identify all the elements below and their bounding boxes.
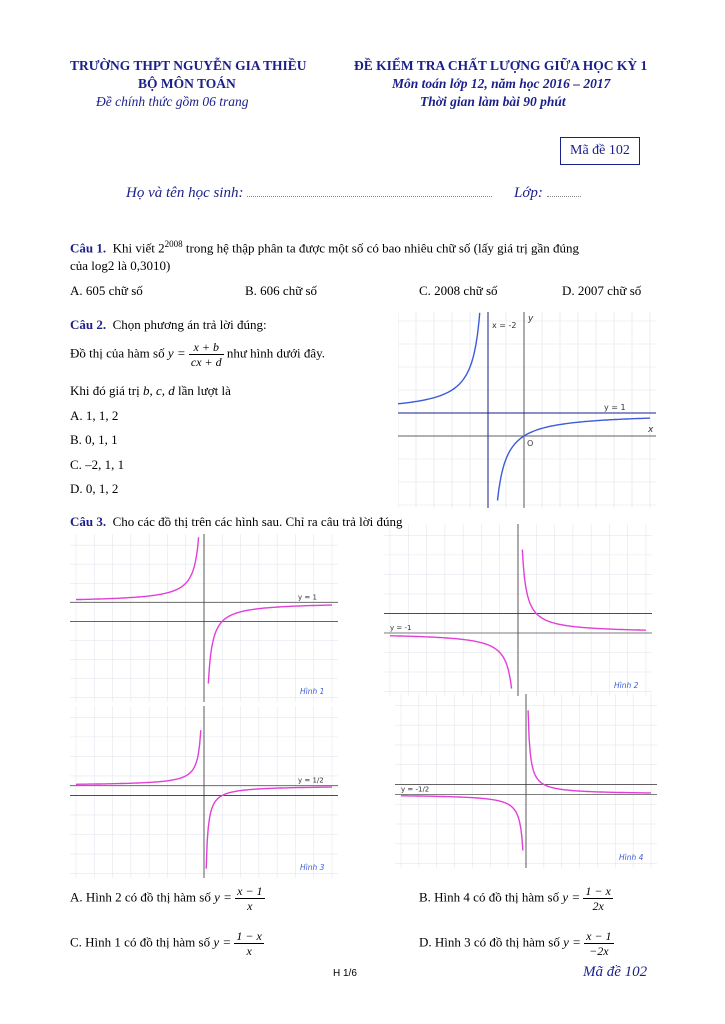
q3-option-d[interactable]	[419, 929, 614, 958]
q3-option-d-num: x − 1	[586, 929, 612, 943]
q2-vertical-asymptote-label: x = -2	[492, 321, 517, 330]
q2-y-axis-label: y	[528, 314, 534, 324]
figure-1-asymptote-label: y = 1	[298, 593, 317, 602]
q3-option-d-den: −2x	[589, 944, 609, 958]
q3-option-a-text: A. Hình 2 có đồ thị hàm số	[70, 889, 211, 905]
question-1-exponent: 2008	[164, 239, 183, 249]
q3-option-d-fraction	[584, 929, 613, 958]
question-2-graph-post: như hình dưới đây.	[226, 345, 326, 361]
q3-option-c-text: C. Hình 1 có đồ thị hàm số	[70, 934, 211, 950]
question-2-function-row	[70, 340, 325, 369]
q3-option-d-text: D. Hình 3 có đồ thị hàm số	[419, 934, 560, 950]
question-1-text-post: trong hệ thập phân ta được một số có bao nhiêu chữ số (lấy giá trị gần đúng	[182, 240, 580, 256]
q3-option-b-den: 2x	[592, 899, 604, 913]
exam-title: ĐỀ KIỂM TRA CHẤT LƯỢNG GIỮA HỌC KỲ 1	[354, 58, 648, 73]
figure-4	[395, 694, 657, 868]
student-name-row	[126, 185, 581, 202]
q1-option-c[interactable]: C. 2008 chữ số	[419, 283, 498, 298]
q3-option-b-num: 1 − x	[585, 884, 611, 898]
q3-option-a-y: y =	[214, 889, 232, 905]
figure-2-asymptote-label: y = -1	[390, 623, 412, 632]
figure-2	[384, 524, 652, 696]
school-name: TRƯỜNG THPT NGUYỄN GIA THIỀU	[70, 58, 307, 73]
question-2-numerator: x + b	[189, 340, 224, 355]
question-2-label: Câu 2.	[70, 317, 107, 332]
q3-option-a[interactable]	[70, 884, 265, 913]
figure-1-caption: Hình 1	[300, 687, 325, 696]
question-2-values-row	[70, 381, 231, 401]
q3-option-a-num: x − 1	[237, 884, 263, 898]
figure-4-curve-right	[528, 710, 651, 793]
student-name-label: Họ và tên học sinh:	[126, 185, 244, 201]
question-2-prompt: Chọn phương án trả lời đúng:	[112, 317, 267, 332]
q1-option-b[interactable]: B. 606 chữ số	[245, 283, 318, 298]
q3-option-b-fraction	[583, 884, 612, 913]
footer-exam-code: Mã đề 102	[583, 964, 648, 980]
q3-option-b-y: y =	[562, 889, 581, 905]
q2-origin-label: O	[527, 439, 534, 448]
question-2-values-pre: Khi đó giá trị	[70, 383, 140, 398]
question-1-label: Câu 1.	[70, 240, 107, 256]
exam-code: Mã đề 102	[570, 143, 630, 158]
exam-code-box	[560, 137, 640, 165]
question-2-graph-pre: Đồ thị của hàm số	[70, 345, 165, 361]
q3-option-d-y: y =	[563, 934, 581, 950]
q3-option-c-den: x	[246, 944, 252, 958]
q3-option-c-fraction	[234, 929, 263, 958]
student-name-blank[interactable]	[247, 196, 492, 197]
q3-option-a-fraction	[235, 884, 264, 913]
figure-3-caption: Hình 3	[300, 863, 325, 872]
time-line: Thời gian làm bài 90 phút	[420, 94, 566, 109]
q3-option-b[interactable]	[419, 884, 613, 913]
question-3-prompt: Cho các đồ thị trên các hình sau. Chỉ ra câu trả lời đúng	[112, 514, 403, 529]
official-note: Đề chính thức gồm 06 trang	[96, 94, 249, 109]
question-2-prompt-row	[70, 315, 267, 335]
q3-option-c[interactable]	[70, 929, 264, 958]
question-1	[70, 234, 660, 258]
class-label: Lớp:	[513, 185, 543, 201]
question-1-text-pre: Khi viết 2	[112, 240, 165, 256]
figure-3	[70, 706, 338, 878]
q2-graph	[398, 312, 656, 508]
q1-option-a[interactable]: A. 605 chữ số	[70, 283, 143, 298]
figure-3-curve-right	[206, 787, 332, 869]
figure-4-caption: Hình 4	[619, 853, 644, 862]
question-2-denominator: cx + d	[190, 355, 222, 369]
q2-horizontal-asymptote-label: y = 1	[604, 403, 626, 412]
figure-4-asymptote-label: y = -1/2	[401, 785, 430, 794]
department-name: BỘ MÔN TOÁN	[138, 76, 236, 91]
class-blank[interactable]	[547, 196, 581, 197]
question-2-fraction	[189, 340, 224, 369]
figure-3-asymptote-label: y = 1/2	[298, 776, 324, 785]
q2-option-b[interactable]: B. 0, 1, 1	[70, 432, 118, 447]
q2-option-a[interactable]: A. 1, 1, 2	[70, 408, 119, 423]
q2-option-c[interactable]: C. –2, 1, 1	[70, 457, 125, 472]
q1-option-d[interactable]: D. 2007 chữ số	[562, 283, 642, 298]
figure-2-caption: Hình 2	[614, 681, 639, 690]
q3-option-c-y: y =	[213, 934, 232, 950]
question-3-prompt-row	[70, 512, 403, 532]
q2-option-d[interactable]: D. 0, 1, 2	[70, 481, 119, 496]
question-3-label: Câu 3.	[70, 514, 107, 529]
page-number: H 1/6	[333, 968, 357, 979]
question-2-y: y =	[167, 345, 186, 361]
question-1-line2: của log2 là 0,3010)	[70, 258, 171, 273]
q3-option-b-text: B. Hình 4 có đồ thị hàm số	[419, 889, 560, 905]
subject-line: Môn toán lớp 12, năm học 2016 – 2017	[392, 76, 611, 91]
q3-option-c-num: 1 − x	[236, 929, 262, 943]
q2-x-axis-label: x	[648, 425, 654, 435]
question-2-values-post: lần lượt là	[177, 383, 231, 398]
q3-option-a-den: x	[247, 899, 253, 913]
question-2-values-vars: b, c, d	[142, 383, 175, 398]
figure-1	[70, 534, 338, 702]
